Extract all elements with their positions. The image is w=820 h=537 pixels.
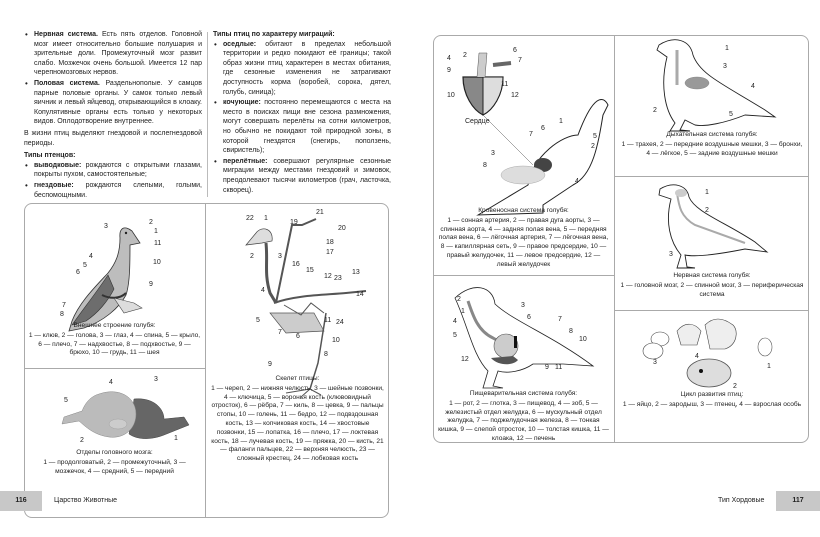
migration-type-item: • оседлые: обитают в пределах небольшой территории и редко покидают её границы; такой образ жизни птиц характерен в местах обитания, где сезонные изменения не затрагивают доступность корма (воробей, сорока, дятел, голубь, синица); — [213, 40, 391, 98]
part-label: 19 — [290, 219, 298, 226]
part-label: 14 — [356, 291, 364, 298]
part-label: 4 — [109, 379, 113, 386]
part-label: 18 — [326, 239, 334, 246]
chick-type-item: • выводковые: рождаются с открытыми глазами, покрыты пухом, самостоятельные; — [24, 161, 202, 180]
skeleton-drawing — [206, 203, 389, 517]
part-label: 3 — [521, 302, 525, 309]
part-label: 8 — [324, 351, 328, 358]
part-label: 8 — [483, 162, 487, 169]
part-label: 3 — [278, 253, 282, 260]
migration-types-heading: Типы птиц по характеру миграций: — [213, 31, 335, 38]
circulatory-figure — [433, 35, 614, 275]
part-label: 6 — [527, 314, 531, 321]
part-label: 15 — [306, 267, 314, 274]
part-label: 3 — [653, 359, 657, 366]
lifecycle-caption: Цикл развития птиц: 1 — яйцо, 2 — зародыш, 3 — птенец, 4 — взрослая особь — [622, 391, 802, 408]
part-label: 3 — [491, 150, 495, 157]
part-label: 8 — [60, 311, 64, 318]
page-number-right: 117 — [776, 491, 820, 511]
part-label: 7 — [62, 302, 66, 309]
part-label: 1 — [559, 118, 563, 125]
part-label: 1 — [264, 215, 268, 222]
nervous-caption: Нервная система голубя: 1 — головной мозг, 2 — спинной мозг, 3 — периферическая система — [620, 272, 804, 298]
part-label: 5 — [83, 262, 87, 269]
part-label: 7 — [278, 329, 282, 336]
migration-type-item: • кочующие: постоянно перемещаются с места на место в поисках пищи вне сезона размножения, могут совершать перелёты на сотни километров, но обычно не покидают той природной зоны, в которой гнездятся (снегирь, поползень, свиристель); — [213, 98, 391, 156]
heart-caption: Сердце — [465, 118, 490, 125]
part-label: 2 — [591, 143, 595, 150]
lifecycle-figure — [615, 311, 809, 442]
reproductive-system-paragraph: • Половая система. Раздельнополые. У самцов парные половые органы. У самок только левый яичник и левый яйцевод, открывающийся в клоаку. Копулятивные органы есть только у некоторых видов. Оплодотворение внутреннее. — [24, 79, 202, 127]
part-label: 4 — [453, 318, 457, 325]
part-label: 7 — [529, 131, 533, 138]
text-column-2 — [213, 30, 391, 196]
part-label: 13 — [352, 269, 360, 276]
part-label: 4 — [695, 353, 699, 360]
part-label: 11 — [501, 81, 509, 88]
part-label: 5 — [729, 111, 733, 118]
part-label: 10 — [579, 336, 587, 343]
part-label: 21 — [316, 209, 324, 216]
digestive-figure — [433, 276, 614, 442]
part-label: 5 — [593, 133, 597, 140]
part-label: 1 — [461, 308, 465, 315]
part-label: 17 — [326, 249, 334, 256]
part-label: 2 — [80, 437, 84, 444]
part-label: 4 — [89, 253, 93, 260]
migration-type-item: • перелётные: совершают регулярные сезонные миграции между местами гнездовий и зимовок, преодолевают тысячи километров (грач, ласточка, скворец). — [213, 157, 391, 195]
part-label: 7 — [518, 57, 522, 64]
digestive-caption: Пищеварительная система голубя: 1 — рот, 2 — глотка, 3 — пищевод, 4 — зоб, 5 — железистый отдел желудка, 6 — мускульный отдел желудка, 7 — поджелудочная железа, 8 — тонкая кишка, 9 — слепой отросток, 10 — толстая кишка, 11 — клоака, 12 — печень — [438, 390, 609, 442]
skeleton-figure — [206, 203, 389, 517]
part-label: 10 — [332, 337, 340, 344]
part-label: 20 — [338, 225, 346, 232]
part-label: 4 — [447, 55, 451, 62]
part-label: 3 — [669, 251, 673, 258]
part-label: 22 — [246, 215, 254, 222]
part-label: 2 — [149, 219, 153, 226]
brain-caption: Отделы головного мозга: 1 — продолговатый, 2 — промежуточный, 3 — мозжечок, 4 — средний, 5 — передний — [43, 449, 186, 475]
skeleton-caption: Скелет птицы: 1 — череп, 2 — нижняя челюсть, 3 — шейные позвонки, 4 — ключица, 5 — воронья кость (клювовидный отросток), 6 — рёбра, 7 — киль, 8 — цевка, 9 — пальцы стопы, 10 — голень, 11 — бедро, 12 — подвздошная кость, 13 — копчиковая кость, 14 — хвостовые позвонки, 15 — лопатка, 16 — плечо, 17 — локтевая кость, 18 — лучевая кость, 19 — пряжка, 20 — кисть, 21 — фаланги пальцев, 22 — верхняя челюсть, 23 — сложный крестец, 24 — лобковая кость — [211, 375, 384, 463]
part-label: 4 — [575, 178, 579, 185]
part-label: 12 — [511, 92, 519, 99]
nervous-figure — [615, 177, 809, 310]
part-label: 6 — [76, 269, 80, 276]
running-title-left: Царство Животные — [54, 497, 118, 504]
part-label: 5 — [256, 317, 260, 324]
part-label: 2 — [705, 207, 709, 214]
external-structure-figure — [24, 203, 205, 368]
part-label: 2 — [733, 383, 737, 390]
part-label: 2 — [457, 296, 461, 303]
part-label: 2 — [250, 253, 254, 260]
part-label: 7 — [558, 316, 562, 323]
part-label: 16 — [292, 261, 300, 268]
respiratory-figure — [615, 35, 809, 176]
part-label: 11 — [324, 317, 332, 324]
part-label: 6 — [541, 125, 545, 132]
circulatory-caption: Кровеносная система голубя: 1 — сонная артерия, 2 — правая дуга аорты, 3 — спинная аорта, 4 — задняя полая вена, 5 — передняя полая вена, 6 — лёгочная артерия, 7 — лёгочная вена, 8 — капиллярная сеть, 9 — правое предсердие, 10 — правый желудочек, 11 — левое предсердие, 12 — левый желудочек — [438, 207, 609, 268]
part-label: 4 — [751, 83, 755, 90]
part-label: 12 — [324, 273, 332, 280]
column-divider — [207, 32, 208, 197]
part-label: 6 — [296, 333, 300, 340]
part-label: 9 — [149, 281, 153, 288]
part-label: 9 — [268, 361, 272, 368]
chick-type-item: • гнездовые: рождаются слепыми, голыми, беспомощными. — [24, 181, 202, 200]
part-label: 8 — [569, 328, 573, 335]
part-label: 10 — [153, 259, 161, 266]
part-label: 3 — [723, 63, 727, 70]
text-column-1 — [24, 30, 202, 201]
part-label: 2 — [653, 107, 657, 114]
part-label: 3 — [154, 376, 158, 383]
part-label: 5 — [64, 397, 68, 404]
part-label: 10 — [447, 92, 455, 99]
nervous-system-paragraph: • Нервная система. Есть пять отделов. Головной мозг имеет относительно большие полушария и зрительные доли. Промежуточный мозг развит слабо. Мозжечок очень большой. Имеется 12 пар черепномозговых нервов. — [24, 30, 202, 78]
part-label: 23 — [334, 275, 342, 282]
page-number-left: 116 — [0, 491, 42, 511]
part-label: 12 — [461, 356, 469, 363]
part-label: 9 — [447, 67, 451, 74]
running-title-right: Тип Хордовые — [718, 497, 765, 504]
part-label: 2 — [463, 52, 467, 59]
chick-types-heading: Типы птенцов: — [24, 152, 76, 160]
part-label: 1 — [705, 189, 709, 196]
external-structure-caption: Внешнее строение голубя: 1 — клюв, 2 — голова, 3 — глаз, 4 — спина, 5 — крыло, 6 — плечо, 7 — надхвостье, 8 — подхвостье, 9 — брюхо, 10 — грудь, 11 — шея — [28, 322, 201, 357]
part-label: 1 — [154, 228, 158, 235]
part-label: 1 — [174, 435, 178, 442]
part-label: 1 — [767, 363, 771, 370]
part-label: 5 — [453, 332, 457, 339]
part-label: 1 — [725, 45, 729, 52]
respiratory-caption: Дыхательная система голубя: 1 — трахея, 2 — передние воздушные мешки, 3 — бронхи, 4 — лёгкое, 5 — задние воздушные мешки — [621, 131, 803, 157]
part-label: 6 — [513, 47, 517, 54]
part-label: 3 — [104, 223, 108, 230]
lifecycle-drawing — [615, 311, 809, 442]
part-label: 9 — [545, 364, 549, 371]
part-label: 24 — [336, 319, 344, 326]
part-label: 11 — [555, 364, 563, 371]
periods-paragraph: В жизни птиц выделяют гнездовой и послегнездовой периоды. — [24, 129, 202, 147]
part-label: 11 — [154, 240, 162, 247]
part-label: 4 — [261, 287, 265, 294]
